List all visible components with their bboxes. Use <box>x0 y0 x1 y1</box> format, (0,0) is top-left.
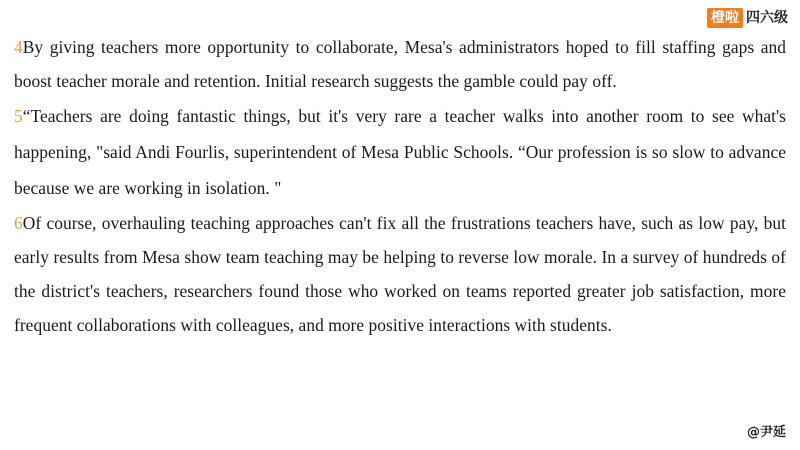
paragraph-text: “Teachers are doing fantastic things, but it's very rare a teacher walks into another room to see what's happening, "said Andi Fourlis, superintendent of Mesa Public Schools. “Our profession is so slow to advance because we are working in isolation. " <box>14 106 786 198</box>
paragraph-5 <box>14 98 786 206</box>
paragraph-6 <box>14 206 786 342</box>
brand-text: 四六级 <box>746 10 788 26</box>
brand-badge: 橙啦 <box>707 8 743 28</box>
paragraph-number: 4 <box>14 37 23 57</box>
author-credit: @尹延 <box>746 425 786 440</box>
brand-logo <box>707 8 788 28</box>
paragraph-number: 5 <box>14 106 23 126</box>
article-body <box>14 30 786 342</box>
paragraph-4 <box>14 30 786 98</box>
paragraph-text: By giving teachers more opportunity to collaborate, Mesa's administrators hoped to fill staffing gaps and boost teacher morale and retention. Initial research suggests the gamble could pay off. <box>14 37 786 91</box>
paragraph-number: 6 <box>14 213 23 233</box>
paragraph-text: Of course, overhauling teaching approaches can't fix all the frustrations teachers have, such as low pay, but early results from Mesa show team teaching may be helping to reverse low morale. In a survey of hundreds of the district's teachers, researchers found those who worked on teams reported greater job satisfaction, more frequent collaborations with colleagues, and more positive interactions with students. <box>14 213 786 335</box>
